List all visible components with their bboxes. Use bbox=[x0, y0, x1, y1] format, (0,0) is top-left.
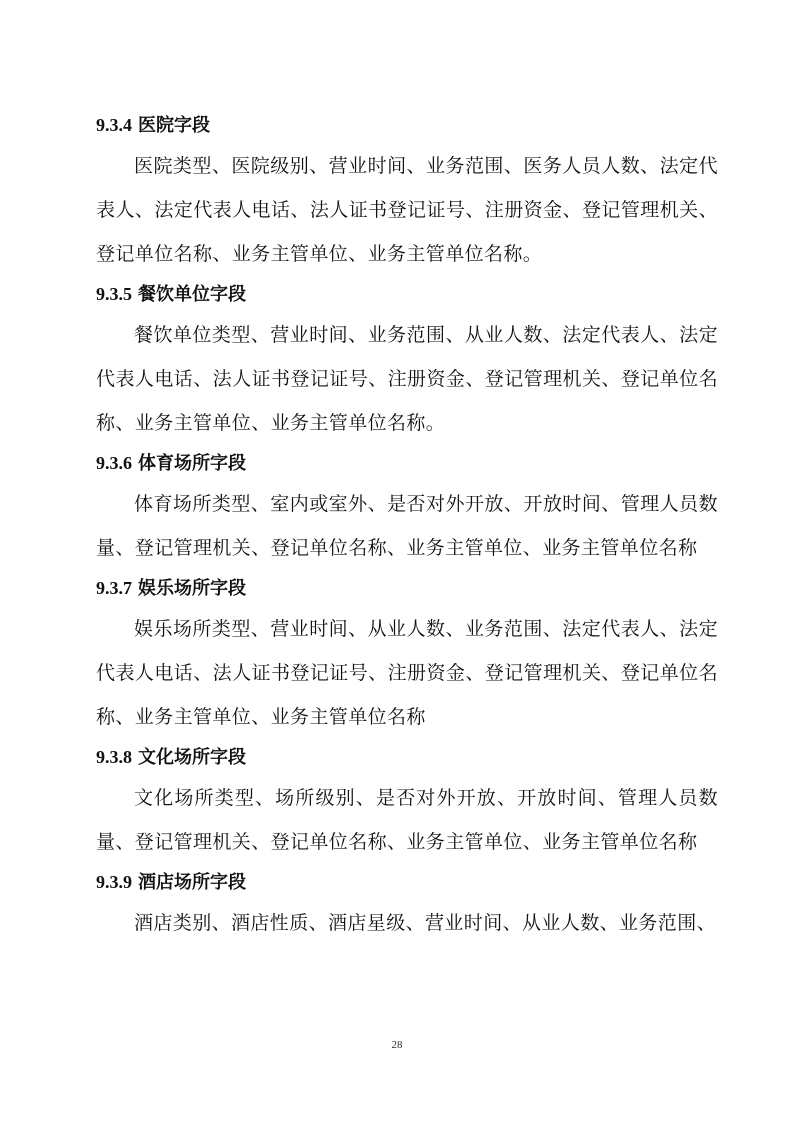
section-title: 娱乐场所字段 bbox=[138, 578, 246, 599]
section-heading bbox=[96, 111, 718, 140]
section-number: 9.3.8 bbox=[96, 747, 132, 767]
section-heading bbox=[96, 449, 718, 478]
section-number: 9.3.5 bbox=[96, 284, 132, 304]
section-9-3-7 bbox=[96, 574, 718, 739]
section-title: 文化场所字段 bbox=[138, 747, 246, 768]
section-title: 医院字段 bbox=[138, 115, 210, 136]
section-9-3-5 bbox=[96, 280, 718, 445]
section-9-3-8 bbox=[96, 743, 718, 864]
section-number: 9.3.7 bbox=[96, 578, 132, 598]
section-9-3-9 bbox=[96, 868, 718, 945]
section-title: 体育场所字段 bbox=[138, 453, 246, 474]
section-9-3-6 bbox=[96, 449, 718, 570]
section-number: 9.3.9 bbox=[96, 872, 132, 892]
section-number: 9.3.4 bbox=[96, 115, 132, 135]
section-paragraph: 医院类型、医院级别、营业时间、业务范围、医务人员人数、法定代表人、法定代表人电话、法人证书登记证号、注册资金、登记管理机关、登记单位名称、业务主管单位、业务主管单位名称。 bbox=[96, 155, 718, 265]
document-body bbox=[96, 111, 718, 949]
section-heading bbox=[96, 743, 718, 772]
section-heading bbox=[96, 280, 718, 309]
section-number: 9.3.6 bbox=[96, 453, 132, 473]
section-title: 酒店场所字段 bbox=[138, 872, 246, 893]
section-heading bbox=[96, 574, 718, 603]
section-heading bbox=[96, 868, 718, 897]
section-title: 餐饮单位字段 bbox=[138, 284, 246, 305]
section-paragraph: 体育场所类型、室内或室外、是否对外开放、开放时间、管理人员数量、登记管理机关、登记单位名称、业务主管单位、业务主管单位名称 bbox=[96, 493, 718, 559]
section-paragraph: 餐饮单位类型、营业时间、业务范围、从业人数、法定代表人、法定代表人电话、法人证书登记证号、注册资金、登记管理机关、登记单位名称、业务主管单位、业务主管单位名称。 bbox=[96, 324, 718, 434]
section-paragraph: 文化场所类型、场所级别、是否对外开放、开放时间、管理人员数量、登记管理机关、登记单位名称、业务主管单位、业务主管单位名称 bbox=[96, 787, 718, 853]
page-number: 28 bbox=[391, 1039, 403, 1051]
section-paragraph: 娱乐场所类型、营业时间、从业人数、业务范围、法定代表人、法定代表人电话、法人证书登记证号、注册资金、登记管理机关、登记单位名称、业务主管单位、业务主管单位名称 bbox=[96, 618, 718, 728]
section-9-3-4 bbox=[96, 111, 718, 276]
section-paragraph: 酒店类别、酒店性质、酒店星级、营业时间、从业人数、业务范围、 bbox=[134, 912, 717, 934]
